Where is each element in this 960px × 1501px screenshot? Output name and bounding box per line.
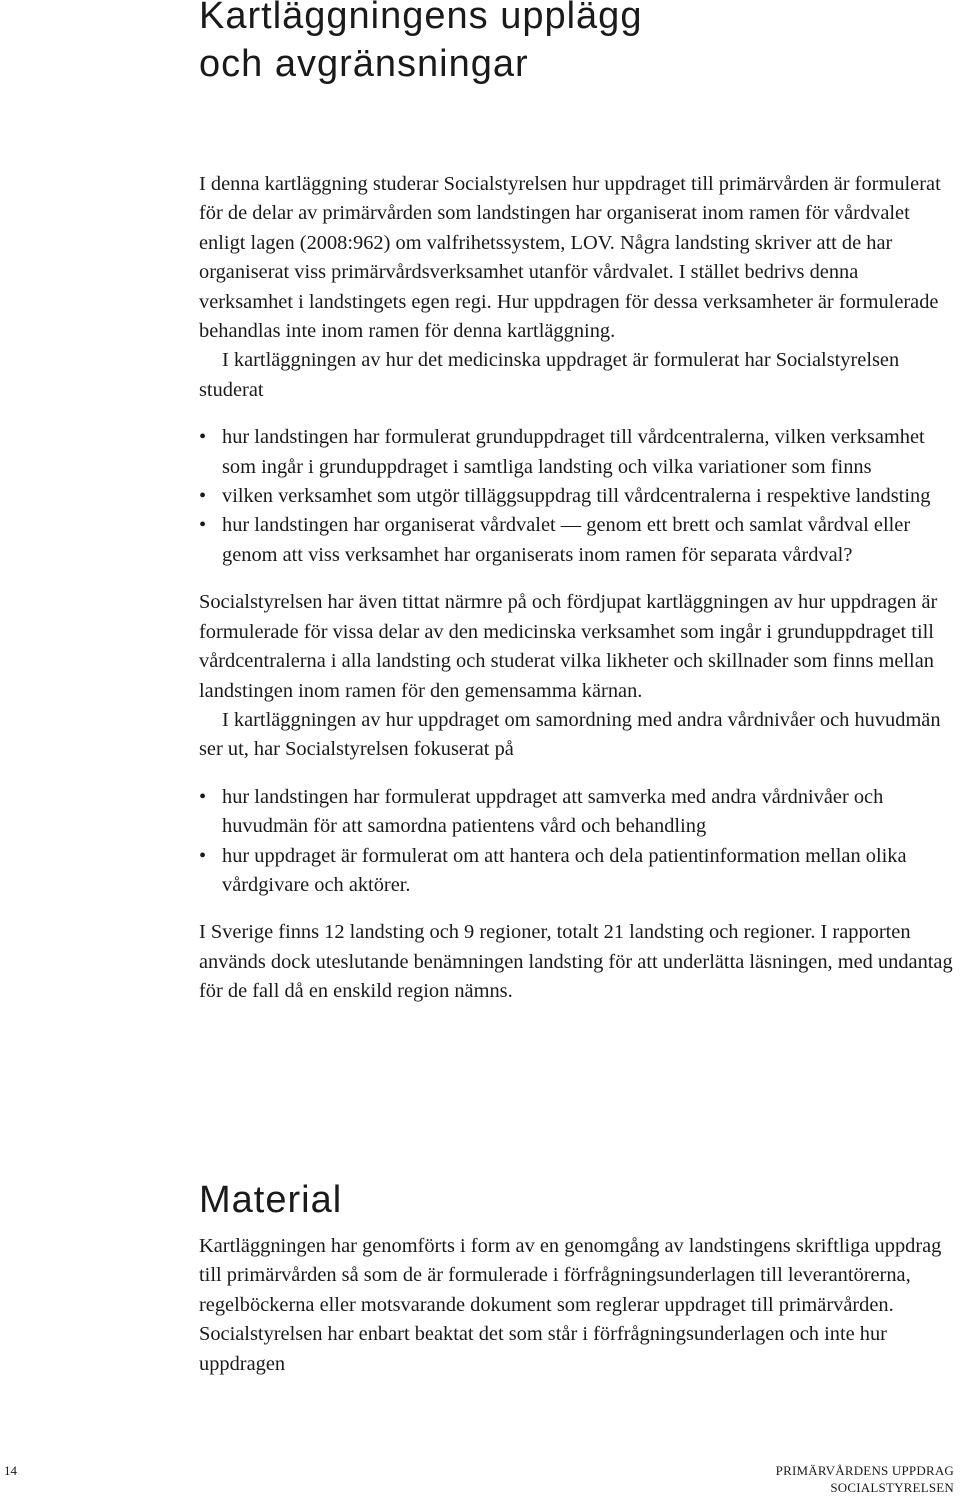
medical-assignment-paragraph: I kartläggningen av hur det medicinska uppdraget är formulerat har Socialstyrelsen studerat [199,349,900,401]
material-paragraph: Kartläggningen har genomförts i form av en genomgång av landstingens skriftliga uppdrag till primärvården så som de är formulerade i förfrågningsunderlagen till leverantörerna, regelböckerna eller motsvarande dokument som reglerar uppdraget till primärvården. Socialstyrelsen har enbart beaktat det som står i förfrågningsunderlagen och inte hur uppdragen [199,1235,942,1375]
list-item: • hur uppdraget är formulerat om att hantera och dela patientinformation mellan olika vårdgivare och aktörer. [199,842,957,901]
chapter-heading-line-2: och avgränsningar [199,43,529,85]
report-title: PRIMÄRVÅRDENS UPPDRAG [775,1463,954,1478]
section-material-body [199,1232,957,1379]
coordination-paragraph: I kartläggningen av hur uppdraget om samordning med andra vårdnivåer och huvudmän ser ut, har Socialstyrelsen fokuserat på [199,708,941,761]
deepened-survey-paragraph: Socialstyrelsen har även tittat närmre på och fördjupat kartläggningen av hur uppdragen är formulerade för vissa delar av den medicinska verksamhet som ingår i grunduppdraget till vårdcentralerna i alla landsting och studerat vilka likheter och skillnader som finns mellan landstingen inom ramen för den gemensamma kärnan. [199,591,938,702]
publisher-name: SOCIALSTYRELSEN [830,1480,954,1495]
chapter-heading-line-1: Kartläggningens upplägg [199,0,643,37]
list-item: • vilken verksamhet som utgör tilläggsuppdrag till vårdcentralerna i respektive landsting [199,482,957,511]
running-footer [776,1462,954,1496]
list-item: • hur landstingen har formulerat grunduppdraget till vårdcentralerna, vilken verksamhet som ingår i grunduppdraget i samtliga landsting och vilka variationer som finns [199,423,957,482]
chapter-heading [199,0,642,88]
regions-paragraph: I Sverige finns 12 landsting och 9 regioner, totalt 21 landsting och regioner. I rapporten används dock uteslutande benämningen landsting för att underlätta läsningen, med undantag för de fall då en enskild region nämns. [199,921,953,1003]
medical-assignment-list [199,423,957,570]
material-heading: Material [199,1179,343,1221]
list-item: • hur landstingen har formulerat uppdraget att samverka med andra vårdnivåer och huvudmän för att samordna patientens vård och behandling [199,783,957,842]
page-number: 14 [4,1463,17,1478]
intro-paragraph: I denna kartläggning studerar Socialstyrelsen hur uppdraget till primärvården är formulerat för de delar av primärvården som landstingen har organiserat inom ramen för vårdvalet enligt lagen (2008:962) om valfrihetssystem, LOV. Några landsting skriver att de har organiserat viss primärvårdsverksamhet utanför vårdvalet. I stället bedrivs denna verksamhet i landstingets egen regi. Hur uppdragen för dessa verksamheter är formulerade behandlas inte inom ramen för denna kartläggning. [199,173,941,343]
coordination-list [199,783,957,901]
list-item: • hur landstingen har organiserat vårdvalet — genom ett brett och samlat vårdval eller genom att viss verksamhet har organiserats inom ramen för separata vårdval? [199,511,957,570]
section-upplagg-body [199,170,957,1007]
